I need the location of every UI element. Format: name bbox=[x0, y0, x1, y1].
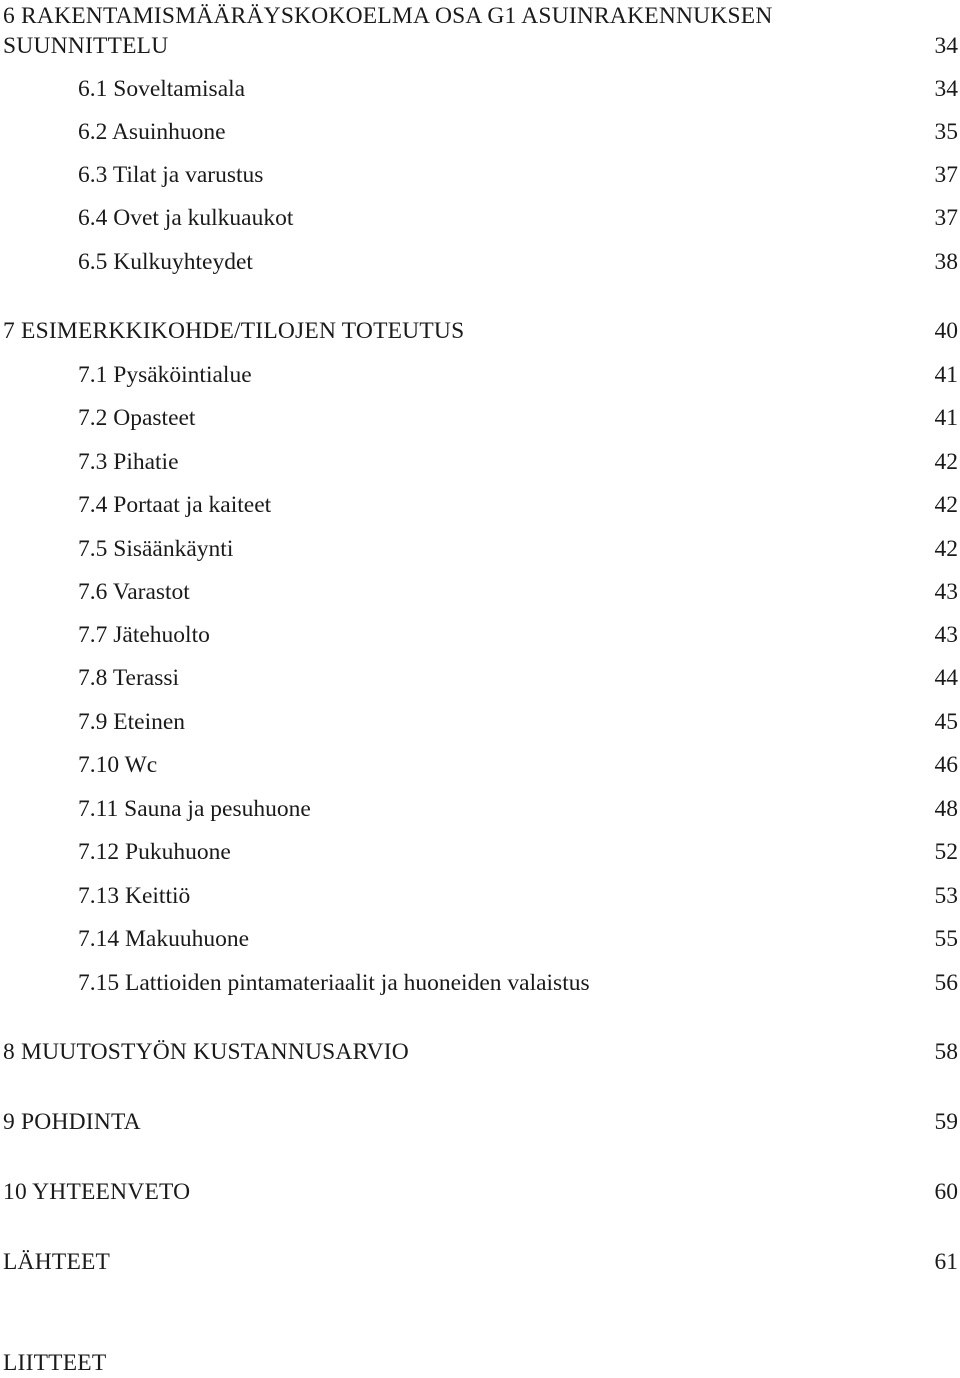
toc-entry-label: 6.2 Asuinhuone bbox=[78, 119, 226, 145]
toc-entry[interactable] bbox=[0, 360, 958, 390]
toc-entry-page: 41 bbox=[934, 405, 958, 431]
toc-entry-page: 42 bbox=[934, 492, 958, 518]
toc-entry-page: 35 bbox=[934, 119, 958, 145]
toc-entry-label: 7.15 Lattioiden pintamateriaalit ja huoneiden valaistus bbox=[78, 970, 590, 996]
toc-entry-page: 44 bbox=[934, 665, 958, 691]
toc-entry[interactable] bbox=[0, 447, 958, 477]
toc-entry-page: 42 bbox=[934, 536, 958, 562]
toc-entry-page: 40 bbox=[934, 318, 958, 344]
toc-entry-label: 7.1 Pysäköintialue bbox=[78, 362, 252, 388]
toc-entry-label: 7 ESIMERKKIKOHDE/TILOJEN TOTEUTUS bbox=[3, 318, 465, 344]
toc-entry-page: 37 bbox=[934, 205, 958, 231]
toc-entry-page: 46 bbox=[934, 752, 958, 778]
toc-entry[interactable] bbox=[0, 534, 958, 564]
toc-entry[interactable] bbox=[0, 490, 958, 520]
toc-entry-page: 60 bbox=[934, 1179, 958, 1205]
toc-entry[interactable] bbox=[0, 968, 958, 998]
toc-entry[interactable] bbox=[0, 403, 958, 433]
toc-entry-label: 7.10 Wc bbox=[78, 752, 158, 778]
toc-entry-label: 8 MUUTOSTYÖN KUSTANNUSARVIO bbox=[3, 1039, 409, 1065]
toc-entry[interactable] bbox=[0, 316, 958, 346]
toc-entry-label: SUUNNITTELU bbox=[3, 33, 169, 59]
toc-entry[interactable] bbox=[0, 924, 958, 954]
toc-entry-label: 7.5 Sisäänkäynti bbox=[78, 536, 234, 562]
toc-entry-label: 7.14 Makuuhuone bbox=[78, 926, 250, 952]
toc-entry-label: 7.9 Eteinen bbox=[78, 709, 186, 735]
toc-entry[interactable] bbox=[0, 837, 958, 867]
toc-entry-page: 48 bbox=[934, 796, 958, 822]
toc-entry-page: 41 bbox=[934, 362, 958, 388]
toc-entry-label: 7.7 Jätehuolto bbox=[78, 622, 210, 648]
toc-entry[interactable] bbox=[0, 577, 958, 607]
toc-entry[interactable] bbox=[0, 203, 958, 233]
toc-entry-label: 9 POHDINTA bbox=[3, 1109, 141, 1135]
toc-entry-label: 6.5 Kulkuyhteydet bbox=[78, 249, 253, 275]
toc-entry-label: 7.11 Sauna ja pesuhuone bbox=[78, 796, 311, 822]
toc-entry[interactable] bbox=[0, 707, 958, 737]
toc-entry-label: 7.2 Opasteet bbox=[78, 405, 196, 431]
toc-entry-page: 34 bbox=[934, 76, 958, 102]
toc-entry[interactable] bbox=[0, 794, 958, 824]
toc-entry-page: 61 bbox=[934, 1249, 958, 1275]
toc-entry[interactable] bbox=[0, 750, 958, 780]
toc-entry-label: 7.13 Keittiö bbox=[78, 883, 191, 909]
toc-entry-label: LÄHTEET bbox=[3, 1249, 111, 1275]
toc-entry-page: 53 bbox=[934, 883, 958, 909]
toc-entry-page: 56 bbox=[934, 970, 958, 996]
toc-entry-label: 7.6 Varastot bbox=[78, 579, 190, 605]
toc-entry-label: 7.3 Pihatie bbox=[78, 449, 179, 475]
toc-entry[interactable] bbox=[0, 1037, 958, 1067]
toc-entry[interactable] bbox=[0, 1177, 958, 1207]
toc-entry-label: 6 RAKENTAMISMÄÄRÄYSKOKOELMA OSA G1 ASUINRAKENNUKSEN bbox=[3, 3, 773, 29]
toc-entry[interactable] bbox=[0, 1107, 958, 1137]
toc-entry-label: 6.3 Tilat ja varustus bbox=[78, 162, 264, 188]
toc-entry[interactable] bbox=[0, 881, 958, 911]
toc-entry[interactable] bbox=[0, 117, 958, 147]
toc-entry-page: 37 bbox=[934, 162, 958, 188]
toc-entry[interactable] bbox=[0, 1, 958, 31]
toc-entry-page: 59 bbox=[934, 1109, 958, 1135]
toc-entry-label: 10 YHTEENVETO bbox=[3, 1179, 191, 1205]
toc-entry-page: 34 bbox=[934, 33, 958, 59]
toc-entry-page: 45 bbox=[934, 709, 958, 735]
toc-entry-label: LIITTEET bbox=[3, 1350, 107, 1376]
toc-entry-page: 42 bbox=[934, 449, 958, 475]
toc-entry-page: 55 bbox=[934, 926, 958, 952]
toc-entry[interactable] bbox=[0, 247, 958, 277]
toc-entry-label: 6.1 Soveltamisala bbox=[78, 76, 246, 102]
toc-entry-page: 38 bbox=[934, 249, 958, 275]
toc-entry[interactable] bbox=[0, 74, 958, 104]
toc-entry-label: 7.4 Portaat ja kaiteet bbox=[78, 492, 272, 518]
toc-entry-label: 7.8 Terassi bbox=[78, 665, 180, 691]
toc-entry[interactable] bbox=[0, 31, 958, 61]
toc-entry[interactable] bbox=[0, 1247, 958, 1277]
toc-entry-page: 58 bbox=[934, 1039, 958, 1065]
toc-entry[interactable] bbox=[0, 160, 958, 190]
toc-entry-page: 43 bbox=[934, 622, 958, 648]
toc-entry-page: 52 bbox=[934, 839, 958, 865]
toc-entry[interactable] bbox=[0, 663, 958, 693]
toc-entry-label: 7.12 Pukuhuone bbox=[78, 839, 231, 865]
toc-entry[interactable] bbox=[0, 620, 958, 650]
toc-entry-page: 43 bbox=[934, 579, 958, 605]
toc-entry-label: 6.4 Ovet ja kulkuaukot bbox=[78, 205, 294, 231]
